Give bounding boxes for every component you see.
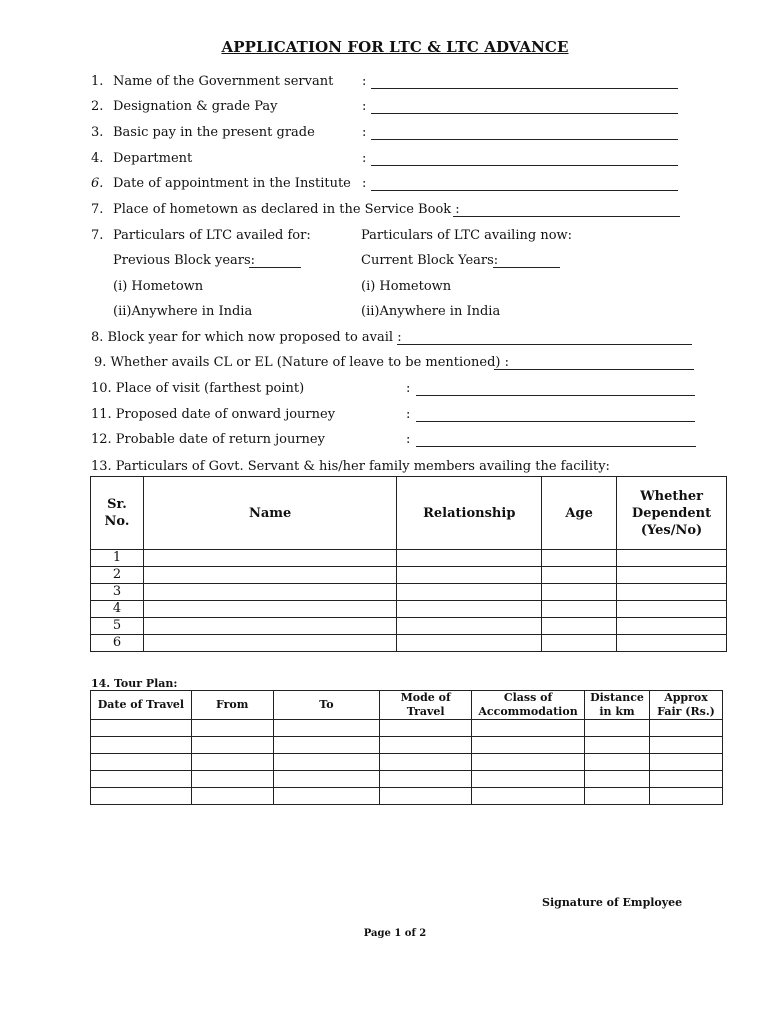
item-4-colon: : — [362, 151, 367, 166]
cell[interactable] — [585, 754, 650, 771]
item-10-colon: : — [406, 381, 411, 396]
hometown-item-number: 7. — [91, 202, 104, 217]
row-number: 1 — [91, 550, 144, 567]
ltc-availed-heading: Particulars of LTC availed for: — [113, 228, 311, 243]
relationship-cell[interactable] — [397, 567, 542, 584]
cell[interactable] — [585, 737, 650, 754]
dependent-cell[interactable] — [617, 550, 727, 567]
table-row — [91, 584, 727, 601]
ltc-availing-heading: Particulars of LTC availing now: — [361, 228, 573, 243]
relationship-cell[interactable] — [397, 550, 542, 567]
availing-option-anywhere: (ii)Anywhere in India — [361, 304, 501, 319]
row-number: 5 — [91, 618, 144, 635]
cell[interactable] — [380, 737, 472, 754]
cell[interactable] — [91, 771, 192, 788]
item-10-blank-line[interactable] — [416, 395, 695, 396]
form-title: APPLICATION FOR LTC & LTC ADVANCE — [221, 38, 569, 56]
item-12-blank-line[interactable] — [416, 446, 696, 447]
table-row — [91, 788, 723, 805]
cell[interactable] — [273, 737, 380, 754]
class-of-accommodation-header: Class of Accommodation — [472, 691, 585, 720]
name-cell[interactable] — [143, 567, 396, 584]
dependent-cell[interactable] — [617, 567, 727, 584]
relationship-header: Relationship — [397, 477, 542, 550]
row-number: 4 — [91, 601, 144, 618]
name-header: Name — [143, 477, 396, 550]
tour-table-header — [91, 691, 723, 720]
name-cell[interactable] — [143, 618, 396, 635]
item-2-label: Designation & grade Pay — [113, 99, 278, 114]
item-10-label: 10. Place of visit (farthest point) — [91, 381, 305, 396]
item-2-colon: : — [362, 99, 367, 114]
cell[interactable] — [273, 771, 380, 788]
dependent-header: Whether Dependent (Yes/No) — [617, 477, 727, 550]
availed-option-anywhere: (ii)Anywhere in India — [113, 304, 253, 319]
item-8-blank-line[interactable] — [397, 344, 692, 345]
family-table-header — [91, 477, 727, 550]
dependent-cell[interactable] — [617, 584, 727, 601]
item-12-colon: : — [406, 432, 411, 447]
table-row — [91, 737, 723, 754]
item-3-number: 3. — [91, 125, 104, 140]
age-header: Age — [542, 477, 617, 550]
name-cell[interactable] — [143, 584, 396, 601]
table-row — [91, 601, 727, 618]
item-6-number: 6. — [91, 176, 104, 191]
cell[interactable] — [191, 754, 273, 771]
cell[interactable] — [650, 754, 723, 771]
dependent-cell[interactable] — [617, 635, 727, 652]
item-2-blank-line[interactable] — [371, 113, 678, 114]
cell[interactable] — [472, 720, 585, 737]
signature-of-employee-label: Signature of Employee — [542, 896, 683, 909]
cell[interactable] — [650, 737, 723, 754]
row-number: 3 — [91, 584, 144, 601]
tour-plan-table — [90, 690, 723, 805]
item-3-label: Basic pay in the present grade — [113, 125, 315, 140]
cell[interactable] — [380, 754, 472, 771]
dependent-cell[interactable] — [617, 618, 727, 635]
approx-fair-header: Approx Fair (Rs.) — [650, 691, 723, 720]
table-row — [91, 618, 727, 635]
relationship-cell[interactable] — [397, 618, 542, 635]
previous-block-years-label: Previous Block years: — [113, 253, 256, 268]
table-row — [91, 720, 723, 737]
ltc-item-number: 7. — [91, 228, 104, 243]
mode-of-travel-header: Mode of Travel — [380, 691, 472, 720]
item-1-label: Name of the Government servant — [113, 74, 334, 89]
cell[interactable] — [273, 754, 380, 771]
cell[interactable] — [191, 771, 273, 788]
to-header: To — [273, 691, 380, 720]
cell[interactable] — [585, 771, 650, 788]
item-11-colon: : — [406, 407, 411, 422]
item-9-blank-line[interactable] — [494, 369, 694, 370]
tour-plan-heading: 14. Tour Plan: — [91, 677, 178, 690]
table-row — [91, 550, 727, 567]
hometown-label: Place of hometown as declared in the Service Book : — [113, 202, 460, 217]
cell[interactable] — [650, 788, 723, 805]
table-row — [91, 771, 723, 788]
age-cell[interactable] — [542, 618, 617, 635]
item-8-label: 8. Block year for which now proposed to avail : — [91, 330, 402, 345]
item-9-label: 9. Whether avails CL or EL (Nature of leave to be mentioned) : — [94, 355, 509, 370]
item-6-colon: : — [362, 176, 367, 191]
from-header: From — [191, 691, 273, 720]
age-cell[interactable] — [542, 550, 617, 567]
cell[interactable] — [380, 771, 472, 788]
cell[interactable] — [650, 720, 723, 737]
distance-header: Distance in km — [585, 691, 650, 720]
current-block-years-line[interactable] — [493, 267, 560, 268]
age-cell[interactable] — [542, 601, 617, 618]
cell[interactable] — [91, 788, 192, 805]
cell[interactable] — [273, 788, 380, 805]
age-cell[interactable] — [542, 635, 617, 652]
item-1-number: 1. — [91, 74, 104, 89]
page-number: Page 1 of 2 — [363, 928, 427, 939]
cell[interactable] — [273, 720, 380, 737]
row-number: 2 — [91, 567, 144, 584]
sr-no-header: Sr. No. — [91, 477, 144, 550]
availed-option-hometown: (i) Hometown — [113, 279, 204, 294]
cell[interactable] — [91, 754, 192, 771]
name-cell[interactable] — [143, 635, 396, 652]
item-1-colon: : — [362, 74, 367, 89]
relationship-cell[interactable] — [397, 601, 542, 618]
cell[interactable] — [380, 788, 472, 805]
item-6-blank-line[interactable] — [371, 190, 678, 191]
current-block-years-label: Current Block Years: — [361, 253, 499, 268]
cell[interactable] — [650, 771, 723, 788]
cell[interactable] — [91, 737, 192, 754]
cell[interactable] — [585, 788, 650, 805]
item-4-label: Department — [113, 151, 193, 166]
family-members-table — [90, 476, 727, 652]
relationship-cell[interactable] — [397, 584, 542, 601]
item-12-label: 12. Probable date of return journey — [91, 432, 325, 447]
item-4-number: 4. — [91, 151, 104, 166]
dependent-cell[interactable] — [617, 601, 727, 618]
age-cell[interactable] — [542, 584, 617, 601]
name-cell[interactable] — [143, 550, 396, 567]
item-3-blank-line[interactable] — [371, 139, 678, 140]
item-2-number: 2. — [91, 99, 104, 114]
cell[interactable] — [380, 720, 472, 737]
item-3-colon: : — [362, 125, 367, 140]
name-cell[interactable] — [143, 601, 396, 618]
cell[interactable] — [472, 788, 585, 805]
table-row — [91, 635, 727, 652]
table-row — [91, 754, 723, 771]
item-6-label: Date of appointment in the Institute — [113, 176, 351, 191]
cell[interactable] — [472, 737, 585, 754]
previous-block-years-line[interactable] — [249, 267, 301, 268]
item-11-blank-line[interactable] — [416, 421, 695, 422]
cell[interactable] — [472, 771, 585, 788]
relationship-cell[interactable] — [397, 635, 542, 652]
hometown-blank-line[interactable] — [453, 216, 680, 217]
item-13-label: 13. Particulars of Govt. Servant & his/her family members availing the facility: — [91, 459, 610, 474]
cell[interactable] — [91, 720, 192, 737]
item-1-blank-line[interactable] — [371, 88, 678, 89]
age-cell[interactable] — [542, 567, 617, 584]
cell[interactable] — [585, 720, 650, 737]
cell[interactable] — [191, 720, 273, 737]
item-11-label: 11. Proposed date of onward journey — [91, 407, 336, 422]
table-row — [91, 567, 727, 584]
item-4-blank-line[interactable] — [371, 165, 678, 166]
date-of-travel-header: Date of Travel — [91, 691, 192, 720]
cell[interactable] — [472, 754, 585, 771]
row-number: 6 — [91, 635, 144, 652]
cell[interactable] — [191, 737, 273, 754]
cell[interactable] — [191, 788, 273, 805]
availing-option-hometown: (i) Hometown — [361, 279, 452, 294]
